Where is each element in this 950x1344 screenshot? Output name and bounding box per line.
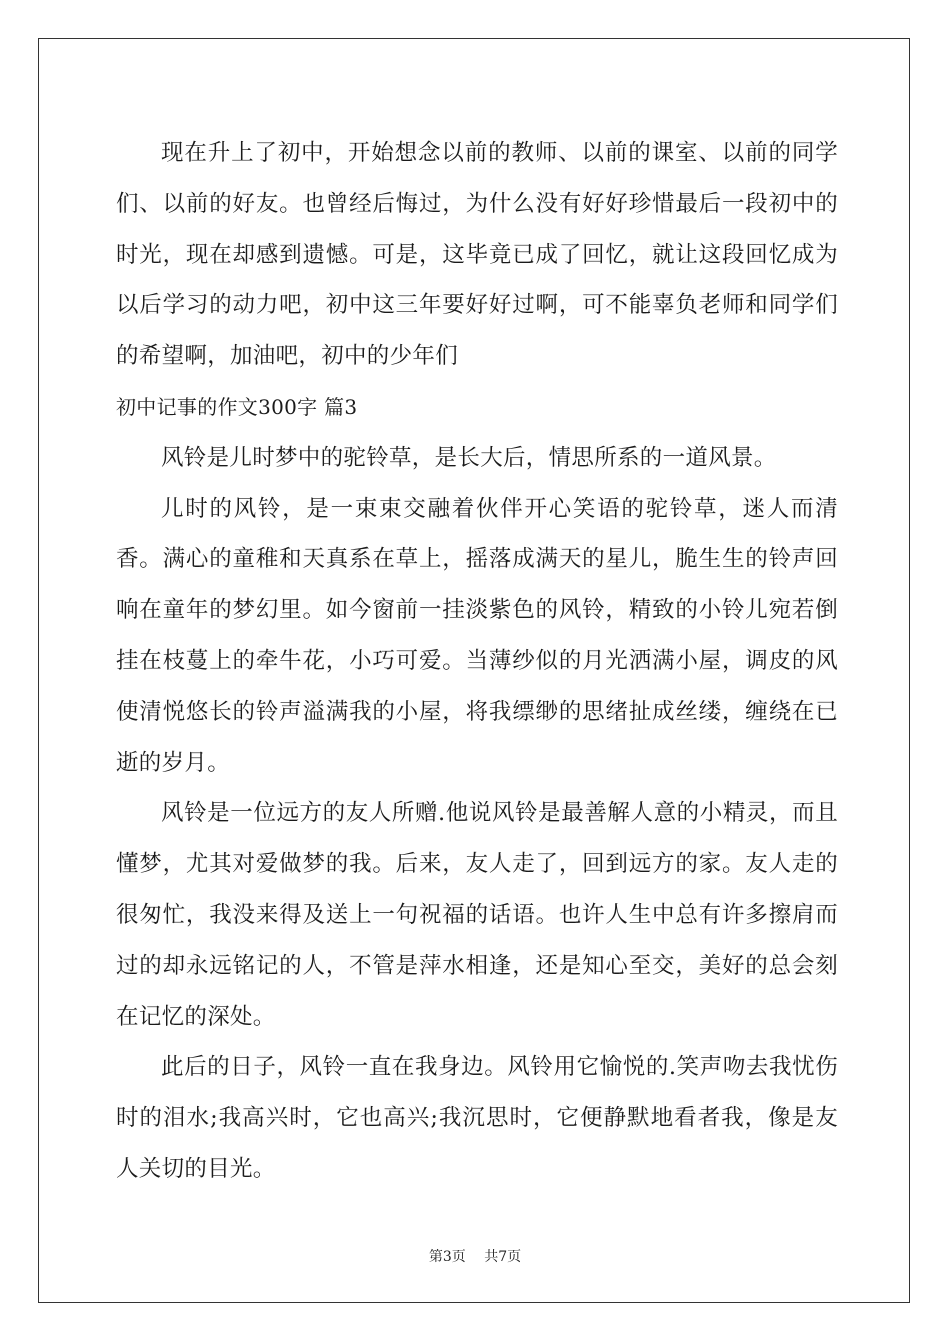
page-number-current: 第3页 [428,1249,466,1265]
paragraph: 风铃是一位远方的友人所赠.他说风铃是最善解人意的小精灵，而且懂梦，尤其对爱做梦的我。后来，友人走了，回到远方的家。友人走的很匆忙，我没来得及送上一句祝福的话语。也许人生中总有许多擦肩而过的却永远铭记的人，不管是萍水相逢，还是知心至交，美好的总会刻在记忆的深处。 [116,800,838,1030]
paragraph: 现在升上了初中，开始想念以前的教师、以前的课室、以前的同学们、以前的好友。也曾经后悔过，为什么没有好好珍惜最后一段初中的时光，现在却感到遗憾。可是，这毕竟已成了回忆，就让这段回忆成为以后学习的动力吧，初中这三年要好好过啊，可不能辜负老师和同学们的希望啊，加油吧，初中的少年们 [116,140,838,370]
paragraph: 此后的日子，风铃一直在我身边。风铃用它愉悦的.笑声吻去我忧伤时的泪水;我高兴时，它也高兴;我沉思时，它便静默地看者我，像是友人关切的目光。 [116,1054,838,1182]
section-heading: 初中记事的作文300字 篇3 [116,394,358,419]
page-number-total: 共7页 [484,1249,522,1265]
page-footer [0,1246,950,1266]
paragraph: 儿时的风铃，是一束束交融着伙伴开心笑语的驼铃草，迷人而清香。满心的童稚和天真系在草上，摇落成满天的星儿，脆生生的铃声回响在童年的梦幻里。如今窗前一挂淡紫色的风铃，精致的小铃儿宛若倒挂在枝蔓上的牵牛花，小巧可爱。当薄纱似的月光洒满小屋，调皮的风使清悦悠长的铃声溢满我的小屋，将我缥缈的思绪扯成丝缕，缠绕在已逝的岁月。 [116,495,838,776]
paragraph: 风铃是儿时梦中的驼铃草，是长大后，情思所系的一道风景。 [161,444,777,471]
document-body [116,128,838,1195]
